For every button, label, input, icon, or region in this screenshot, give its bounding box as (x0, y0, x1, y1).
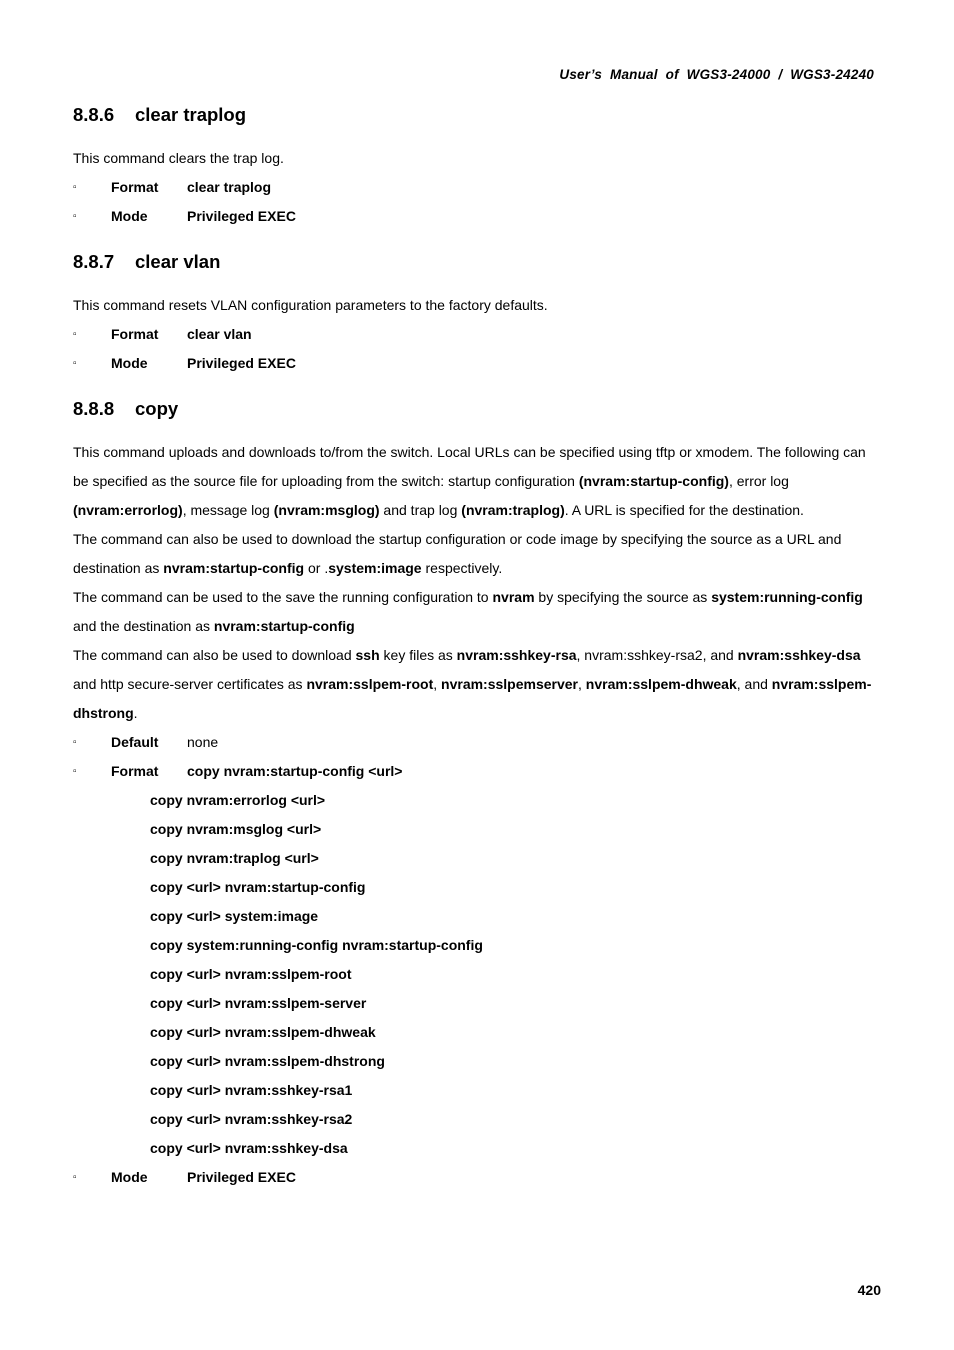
text-run: , (578, 676, 586, 692)
mode-label: Mode (111, 355, 148, 371)
text-run: key files as (379, 647, 457, 663)
keyword: system:running-config (711, 589, 863, 605)
format-line-text: copy <url> nvram:sshkey-rsa2 (150, 1111, 353, 1127)
format-row (73, 757, 883, 786)
section-heading (73, 102, 883, 128)
section-clear-vlan (73, 249, 883, 378)
format-line-text: copy <url> nvram:sshkey-rsa1 (150, 1082, 353, 1098)
keyword: nvram:startup-config (163, 560, 305, 576)
copy-paragraph-download (73, 525, 883, 583)
section-copy (73, 396, 883, 1192)
format-row (73, 173, 883, 202)
format-line-text: copy system:running-config nvram:startup-config (150, 937, 483, 953)
text-run: , nvram:sshkey-rsa2, and (576, 647, 738, 663)
keyword: nvram:sslpemserver (441, 676, 579, 692)
bullet-icon: ▫ (73, 329, 77, 340)
copy-paragraph-running-config (73, 583, 883, 641)
default-label: Default (111, 734, 159, 750)
mode-label: Mode (111, 1169, 148, 1185)
mode-row (73, 202, 883, 231)
format-line (73, 1076, 883, 1105)
format-line-text: copy <url> nvram:sslpem-dhweak (150, 1024, 376, 1040)
text-run: This command uploads and downloads to/from the switch. Local URLs can be specified using tftp or xmodem. The following can be specified as the source file for uploading from the switch: startup configuration (73, 444, 866, 489)
text-run: by specifying the source as (534, 589, 712, 605)
section-title: clear vlan (135, 251, 221, 272)
keyword: (nvram:msglog) (273, 502, 380, 518)
text-run: . A URL is specified for the destination. (564, 502, 804, 518)
default-row (73, 728, 883, 757)
format-label: Format (111, 179, 159, 195)
copy-paragraph-ssh-ssl (73, 641, 883, 728)
mode-label: Mode (111, 208, 148, 224)
format-line (73, 786, 883, 815)
section-number: 8.8.6 (73, 104, 115, 125)
page-content (73, 102, 883, 1210)
format-line (73, 989, 883, 1018)
format-line (73, 844, 883, 873)
format-line-text: copy <url> nvram:sslpem-root (150, 966, 352, 982)
text-run: and http secure-server certificates as (73, 676, 307, 692)
mode-value: Privileged EXEC (187, 1169, 296, 1185)
page-number: 420 (857, 1282, 881, 1298)
section-title: copy (135, 398, 179, 419)
format-line (73, 931, 883, 960)
format-line-text: copy <url> nvram:startup-config (150, 879, 366, 895)
keyword: ssh (355, 647, 380, 663)
running-header: User’s Manual of WGS3-24000 / WGS3-24240 (559, 67, 874, 82)
mode-value: Privileged EXEC (187, 208, 296, 224)
text-run: and the destination as (73, 618, 214, 634)
text-run: The command can be used to the save the running configuration to (73, 589, 493, 605)
format-line (73, 1134, 883, 1163)
mode-value: Privileged EXEC (187, 355, 296, 371)
format-line-text: copy <url> system:image (150, 908, 319, 924)
format-label: Format (111, 763, 159, 779)
text-run: , message log (182, 502, 274, 518)
format-line (73, 902, 883, 931)
format-line-text: copy <url> nvram:sslpem-dhstrong (150, 1053, 385, 1069)
section-heading (73, 396, 883, 422)
bullet-icon: ▫ (73, 1172, 77, 1183)
text-run: . (133, 705, 138, 721)
keyword: nvram:sslpem-dhstrong (73, 676, 872, 721)
format-line (73, 960, 883, 989)
keyword: (nvram:startup-config) (578, 473, 729, 489)
format-value: clear vlan (187, 326, 252, 342)
section-heading (73, 249, 883, 275)
format-label: Format (111, 326, 159, 342)
keyword: nvram:startup-config (213, 618, 355, 634)
default-value: none (187, 734, 219, 750)
bullet-icon: ▫ (73, 211, 77, 222)
keyword: (nvram:traplog) (461, 502, 565, 518)
bullet-icon: ▫ (73, 737, 77, 748)
text-run: The command can also be used to download the startup configuration or code image by specifying the source as a URL and destination as (73, 531, 842, 576)
text-run: , and (736, 676, 772, 692)
section-clear-traplog (73, 102, 883, 231)
format-line-text: copy nvram:msglog <url> (150, 821, 322, 837)
format-line (73, 873, 883, 902)
bullet-icon: ▫ (73, 358, 77, 369)
format-line (73, 815, 883, 844)
keyword: nvram (492, 589, 535, 605)
format-row (73, 320, 883, 349)
text-run: respectively. (421, 560, 503, 576)
keyword: nvram:sshkey-rsa (456, 647, 577, 663)
format-line (73, 1105, 883, 1134)
format-line-text: copy <url> nvram:sshkey-dsa (150, 1140, 348, 1156)
bullet-icon: ▫ (73, 766, 77, 777)
format-value: clear traplog (187, 179, 272, 195)
format-line-text: copy nvram:traplog <url> (150, 850, 319, 866)
bullet-icon: ▫ (73, 182, 77, 193)
keyword: nvram:sslpem-root (306, 676, 434, 692)
format-value: copy nvram:startup-config <url> (187, 763, 403, 779)
format-line-text: copy nvram:errorlog <url> (150, 792, 326, 808)
format-line (73, 1047, 883, 1076)
keyword: (nvram:errorlog) (73, 502, 183, 518)
format-line-text: copy <url> nvram:sslpem-server (150, 995, 367, 1011)
text-run: or . (304, 560, 329, 576)
section-title: clear traplog (135, 104, 247, 125)
keyword: nvram:sshkey-dsa (737, 647, 861, 663)
text-run: and trap log (379, 502, 462, 518)
section-description: This command resets VLAN configuration parameters to the factory defaults. (73, 297, 548, 313)
section-number: 8.8.7 (73, 251, 115, 272)
section-number: 8.8.8 (73, 398, 115, 419)
keyword: system:image (328, 560, 422, 576)
mode-row (73, 349, 883, 378)
text-run: The command can also be used to download (73, 647, 356, 663)
section-description: This command clears the trap log. (73, 150, 284, 166)
text-run: , error log (728, 473, 789, 489)
text-run: , (433, 676, 442, 692)
copy-paragraph-sources (73, 438, 883, 525)
mode-row (73, 1163, 883, 1192)
keyword: nvram:sslpem-dhweak (585, 676, 737, 692)
format-line (73, 1018, 883, 1047)
